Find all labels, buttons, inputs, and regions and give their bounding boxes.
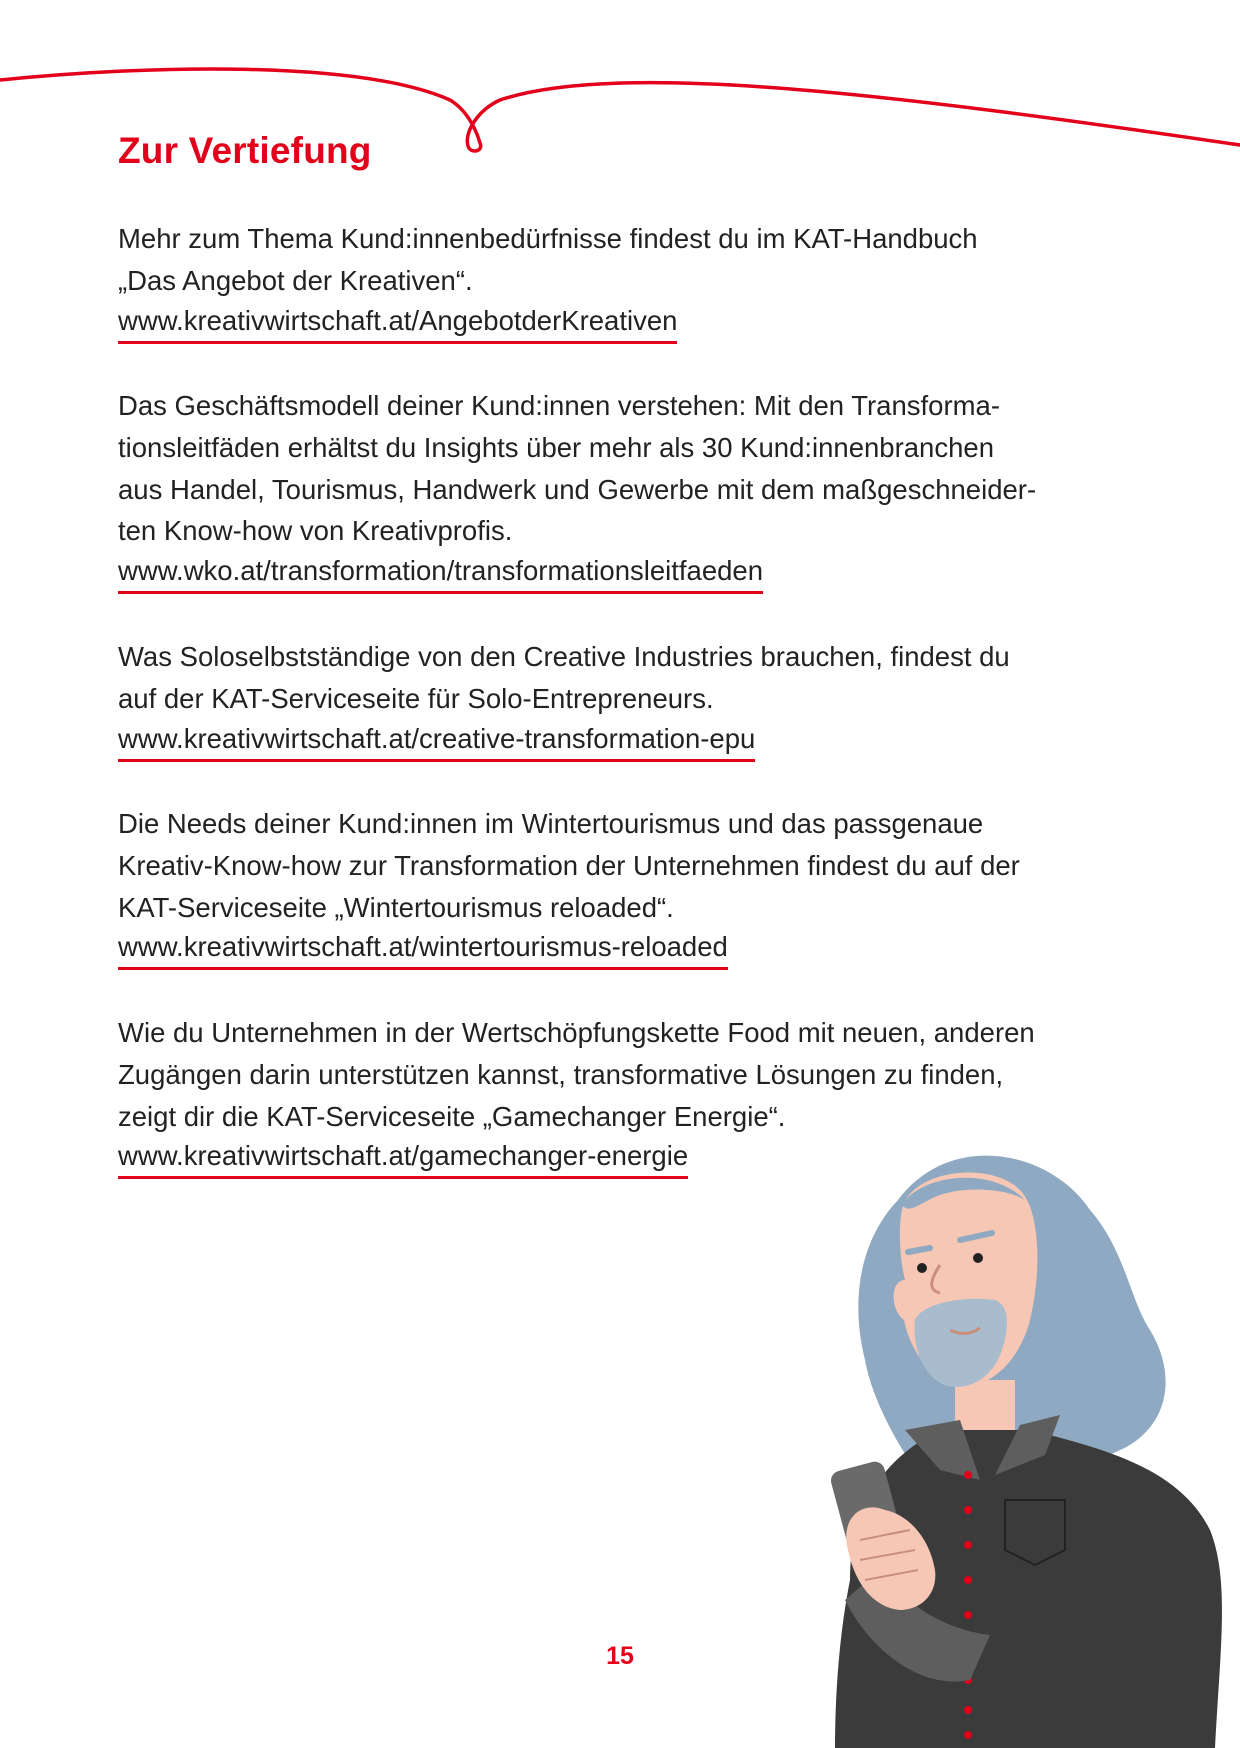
page-number: 15: [606, 1642, 634, 1670]
section-text-line: „Das Angebot der Kreativen“.: [118, 264, 473, 296]
section-text-line: Was Soloselbstständige von den Creative Industries brauchen, findest du: [118, 641, 1010, 672]
section-text-line: Zugängen darin unterstützen kannst, transformative Lösungen zu finden,: [118, 1058, 1004, 1090]
section-text-line: tionsleitfäden erhältst du Insights über mehr als 30 Kund:innenbranchen: [118, 431, 994, 463]
section-text-line: Mehr zum Thema Kund:innenbedürfnisse findest du im KAT-Handbuch: [118, 223, 978, 254]
section-text-line: Kreativ-Know-how zur Transformation der Unternehmen findest du auf der: [118, 849, 1020, 881]
section-text-line: auf der KAT-Serviceseite für Solo-Entrepreneurs.: [118, 682, 714, 714]
link-gamechanger-energie[interactable]: www.kreativwirtschaft.at/gamechanger-energie: [118, 1137, 688, 1179]
section-text-line: zeigt dir die KAT-Serviceseite „Gamechanger Energie“.: [118, 1100, 786, 1132]
link-transformationsleitfaeden[interactable]: www.wko.at/transformation/transformationsleitfaeden: [118, 552, 763, 594]
section-text-line: Wie du Unternehmen in der Wertschöpfungskette Food mit neuen, anderen: [118, 1017, 1035, 1048]
section-solo-entrepreneurs: [118, 636, 1128, 762]
link-angebot-der-kreativen[interactable]: www.kreativwirtschaft.at/AngebotderKreativen: [118, 302, 677, 344]
section-text-line: aus Handel, Tourismus, Handwerk und Gewerbe mit dem maßgeschneider-: [118, 473, 1037, 505]
section-text-line: Das Geschäftsmodell deiner Kund:innen verstehen: Mit den Transforma-: [118, 390, 1000, 421]
section-text-line: KAT-Serviceseite „Wintertourismus reloaded“.: [118, 891, 674, 923]
section-wintertourismus: [118, 803, 1128, 970]
section-text-line: ten Know-how von Kreativprofis.: [118, 515, 513, 547]
section-angebot: [118, 218, 1128, 344]
link-creative-transformation-epu[interactable]: www.kreativwirtschaft.at/creative-transformation-epu: [118, 720, 755, 762]
link-wintertourismus-reloaded[interactable]: www.kreativwirtschaft.at/wintertourismus-reloaded: [118, 928, 728, 970]
section-transformationsleitfaeden: [118, 385, 1128, 594]
section-text-line: Die Needs deiner Kund:innen im Wintertourismus und das passgenaue: [118, 808, 984, 839]
page-heading: Zur Vertiefung: [118, 130, 372, 171]
